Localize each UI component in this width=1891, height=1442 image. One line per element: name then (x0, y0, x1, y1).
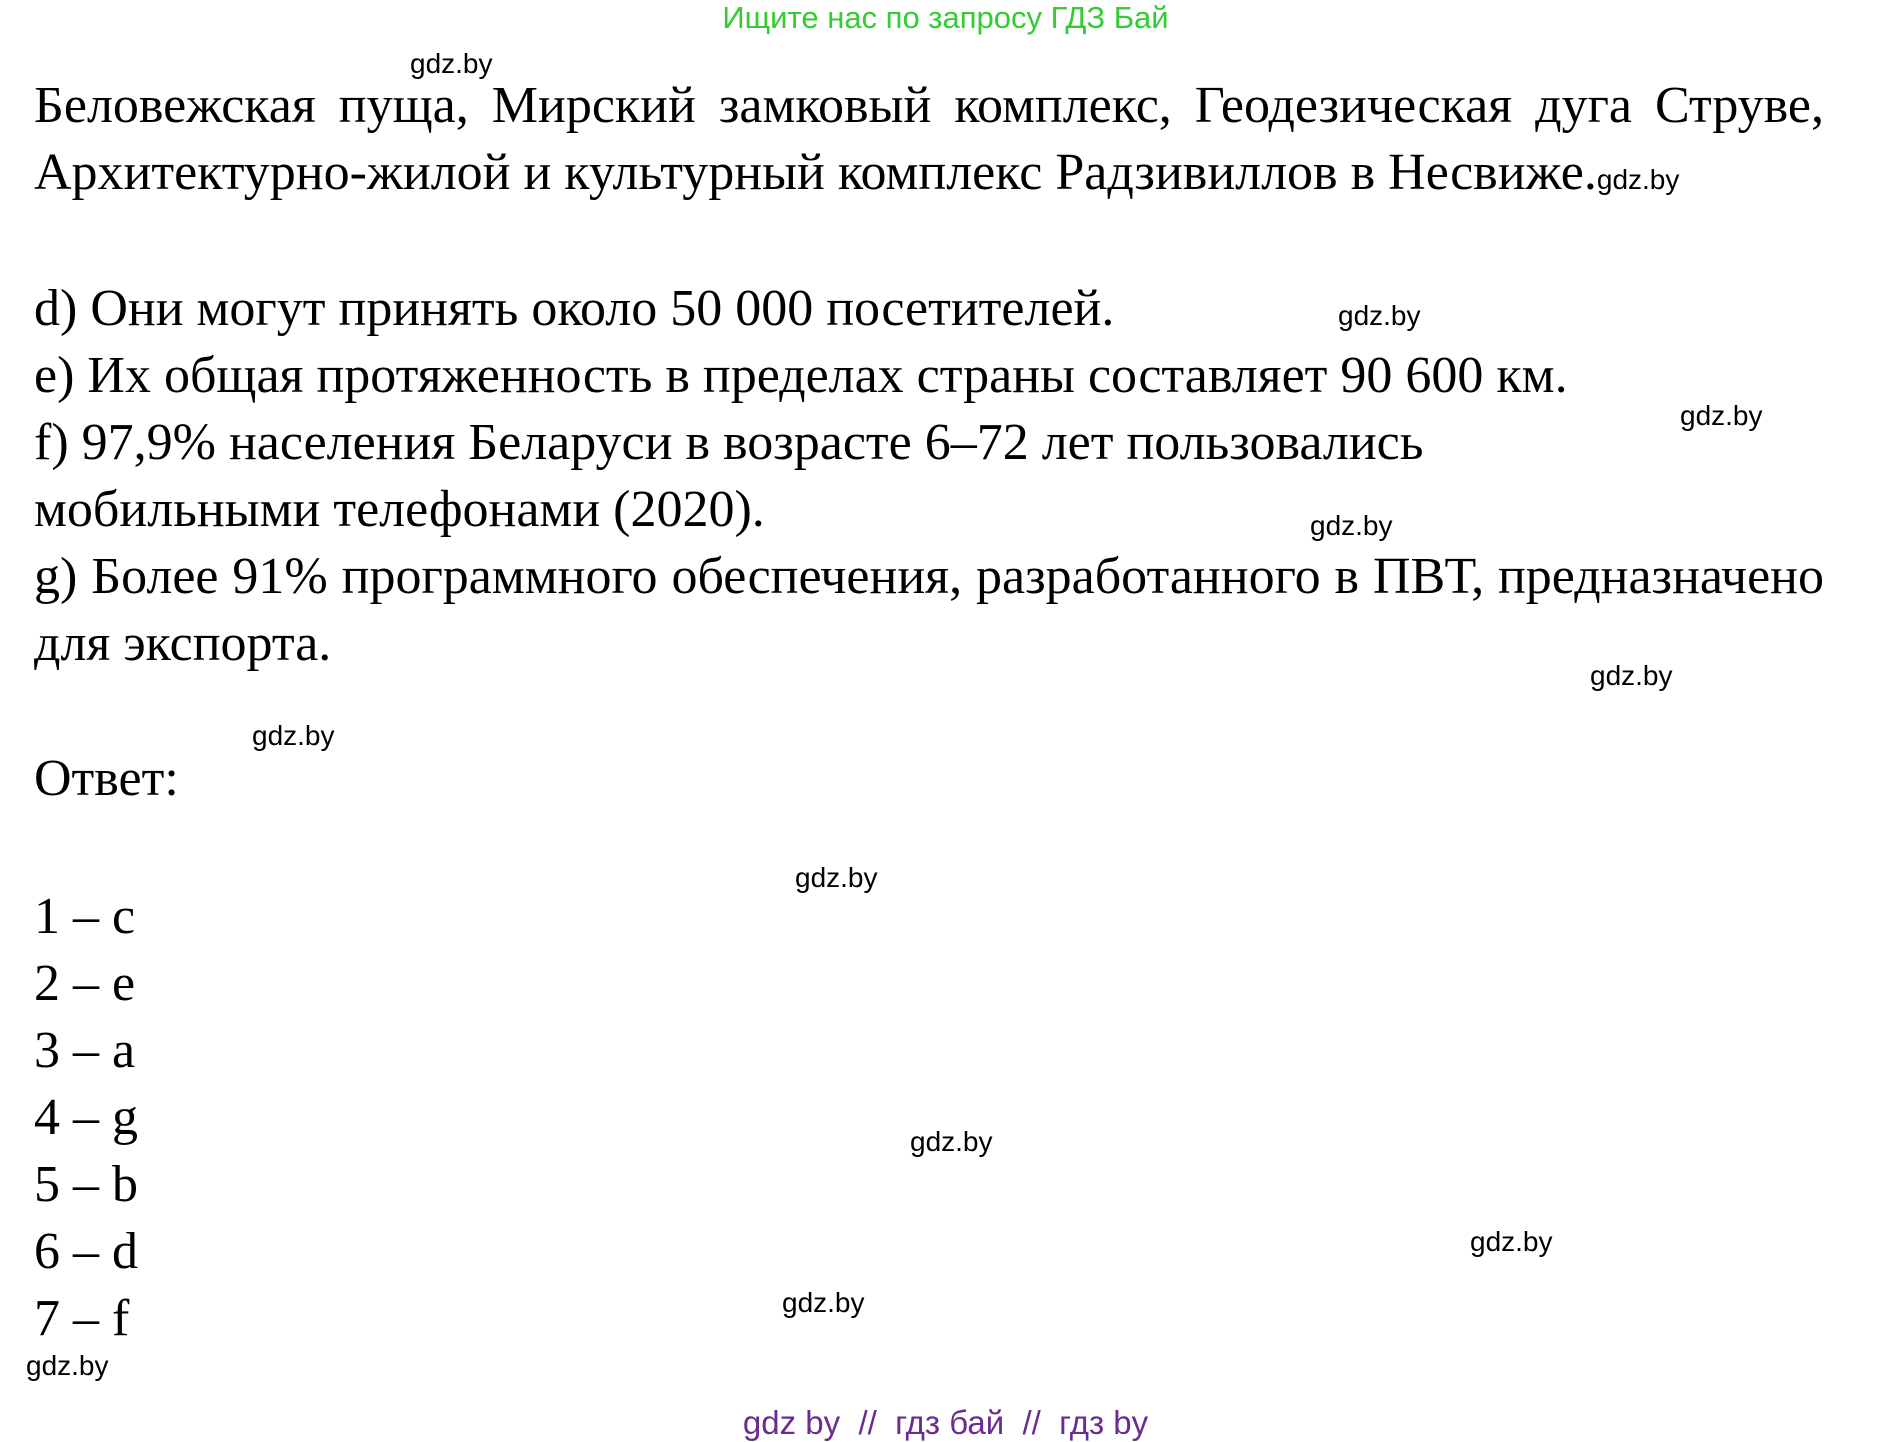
watermark: gdz.by (252, 720, 335, 751)
watermark: gdz.by (26, 1350, 109, 1381)
item-f-line1: f) 97,9% населения Беларуси в возрасте 6–72 лет пользовались (34, 414, 1424, 471)
watermark: gdz.by (1680, 400, 1763, 431)
answer-7: 7 – f (34, 1290, 130, 1347)
item-f-line2: мобильными телефонами (2020). (34, 481, 765, 538)
answer-4: 4 – g (34, 1089, 138, 1146)
item-d: d) Они могут принять около 50 000 посетителей. (34, 280, 1115, 337)
intro-text: Беловежская пуща, Мирский замковый комплекс, Геодезическая дуга Струве, Архитектурно-жилой и культурный комплекс Радзивиллов в Несвиже. (34, 77, 1824, 201)
item-g: g) Более 91% программного обеспечения, разработанного в ПВТ, предназначено для экспорта. (34, 548, 1824, 672)
answer-3: 3 – a (34, 1022, 136, 1079)
watermark: gdz.by (410, 48, 493, 79)
answer-1: 1 – c (34, 888, 136, 945)
watermark: gdz.by (1470, 1226, 1553, 1257)
answer-2: 2 – e (34, 955, 136, 1012)
footer-links[interactable]: gdz by // гдз бай // гдз by (742, 1404, 1149, 1441)
intro-paragraph (34, 72, 1824, 213)
answer-5: 5 – b (34, 1156, 138, 1213)
answer-label: Ответ: (34, 750, 179, 807)
answer-6: 6 – d (34, 1223, 138, 1280)
watermark: gdz.by (1310, 510, 1393, 541)
watermark: gdz.by (910, 1126, 993, 1157)
item-e: e) Их общая протяженность в пределах страны составляет 90 600 км. (34, 347, 1568, 404)
watermark: gdz.by (782, 1287, 865, 1318)
search-hint-link[interactable]: Ищите нас по запросу ГДЗ Бай (722, 0, 1169, 35)
watermark: gdz.by (1596, 164, 1680, 195)
watermark: gdz.by (795, 862, 878, 893)
watermark: gdz.by (1590, 660, 1673, 691)
watermark: gdz.by (1338, 300, 1421, 331)
